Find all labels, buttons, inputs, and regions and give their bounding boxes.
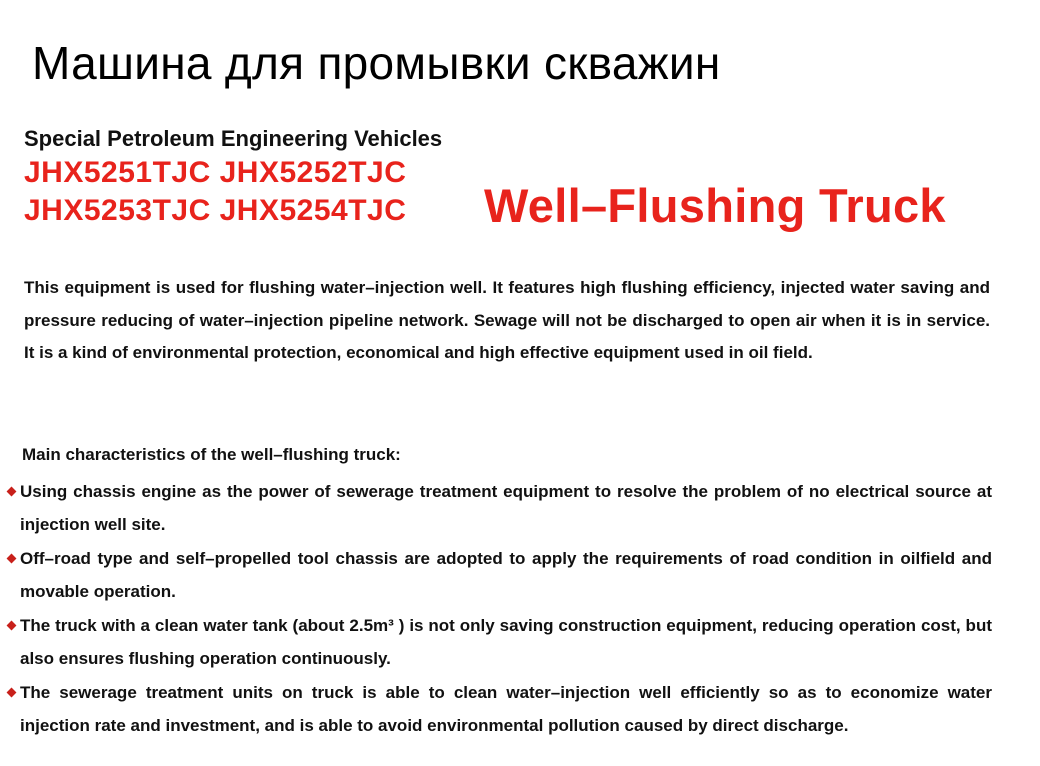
red-diamond-bullet-icon	[7, 621, 17, 631]
model-numbers-line-1: JHX5251TJC JHX5252TJC	[24, 156, 407, 189]
list-item	[6, 610, 992, 675]
red-diamond-bullet-icon	[7, 554, 17, 564]
slide-title: Машина для промывки скважин	[32, 37, 721, 89]
brochure-subtitle: Special Petroleum Engineering Vehicles	[24, 126, 443, 151]
list-item	[6, 543, 992, 608]
red-diamond-bullet-icon	[7, 487, 17, 497]
model-numbers-line-2: JHX5253TJC JHX5254TJC	[24, 194, 407, 227]
characteristics-heading: Main characteristics of the well–flushing truck:	[22, 445, 401, 464]
list-item-text: Using chassis engine as the power of sewerage treatment equipment to resolve the problem of no electrical source at injection well site.	[20, 482, 992, 534]
red-diamond-bullet-icon	[7, 688, 17, 698]
characteristics-list	[6, 476, 992, 744]
list-item	[6, 476, 992, 541]
list-item-text: The truck with a clean water tank (about 2.5m³ ) is not only saving construction equipment, reducing operation cost, but also ensures flushing operation continuously.	[20, 616, 992, 668]
list-item-text: The sewerage treatment units on truck is able to clean water–injection well efficiently so as to economize water injection rate and investment, and is able to avoid environmental pollution caused by direct discharge.	[20, 683, 992, 735]
product-name: Well–Flushing Truck	[484, 179, 946, 232]
intro-paragraph: This equipment is used for flushing water–injection well. It features high flushing efficiency, injected water saving and pressure reducing of water–injection pipeline network. Sewage will not be discharged to open air when it is in service. It is a kind of environmental protection, economical and high effective equipment used in oil field.	[24, 278, 990, 362]
list-item	[6, 677, 992, 742]
list-item-text: Off–road type and self–propelled tool chassis are adopted to apply the requirements of road condition in oilfield and movable operation.	[20, 549, 992, 601]
